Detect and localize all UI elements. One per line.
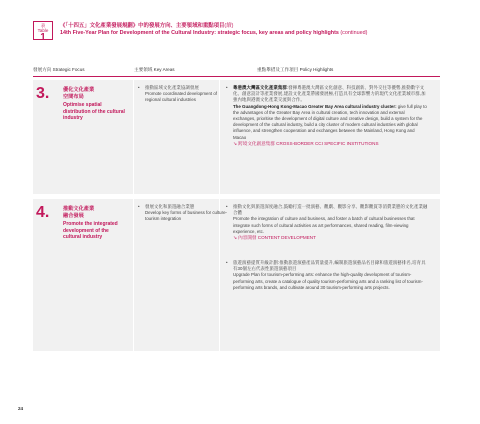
column-header-focus: 發展方向 Strategic Focus bbox=[33, 67, 85, 72]
column-header-areas: 主要領域 Key Areas bbox=[134, 67, 175, 72]
row-number: 4. bbox=[36, 204, 50, 221]
focus-title-zh: 推動文化產業 融合發展 bbox=[63, 206, 95, 219]
header-rule bbox=[33, 76, 440, 77]
table-tag-label: 表 Table bbox=[37, 23, 49, 33]
table-row bbox=[33, 199, 440, 351]
table-tag bbox=[33, 21, 53, 43]
column-divider bbox=[133, 80, 134, 194]
page-number: 24 bbox=[18, 406, 24, 411]
cross-reference-link[interactable]: ↘ 內容開發 CONTENT DEVELOPMENT bbox=[233, 235, 316, 241]
arrow-icon: ↘ bbox=[233, 235, 237, 241]
focus-title-zh: 優化文化產業 空間布局 bbox=[63, 87, 95, 100]
cross-reference-link[interactable]: ↘ 跨境文化創意集群 CROSS-BORDER CCI SPECIFIC INSTITUTIONS bbox=[233, 140, 379, 146]
column-divider bbox=[133, 199, 134, 351]
policy-item: • 推動文化與旅遊深度融合,鼓勵打造一批演藝、觀劇、觀影分享、觀影觀賞等消費業態的文化產業融合體 Promote the integration of culture and business, and foster a batch of cultural businesses that integrate such forms of cultural activities as art performances, shared reading, film-viewing experience, etc. ↘ 內容開發 CONTENT DEVELOPMENT bbox=[226, 204, 428, 241]
table-tag-number: 1 bbox=[40, 32, 46, 43]
policy-item: • 粵港澳大灣區文化產業集群:發揮粵港澳大灣區文化創意、科技創新、對外交往等優勢,推動數字文化、創意設計等產業發展,建設文化產業帶國發展極,打造具有全球影響力的現代文化產業城市群,加強內地與港澳文化產業交流與合作。 The Guangdong-Hong Kong-Macao Greater Bay Area cultural industry cluster: give full play to the advantages of the Greater Bay Area in cultural creation, tech innovation and external exchanges, prioritise the development of digital culture and creative design, build a system for the development of the cultural industry, build a city cluster of modern cultural industries with global influence, and strengthen cooperation and exchanges between the Mainland, Hong Kong and Macao ↘ 跨境文化創意集群 CROSS-BORDER CCI SPECIFIC INSTITUTIONS bbox=[226, 85, 427, 146]
focus-title-en: Promote the integrated development of the cultural industry bbox=[63, 221, 118, 240]
focus-title-en: Optimise spatial distribution of the cultural industry bbox=[63, 102, 125, 121]
table-title-zh: 《「十四五」文化產業發展規劃》中的發展方向、主要領域和重點項目(續) bbox=[60, 23, 234, 29]
arrow-icon: ↘ bbox=[233, 140, 237, 146]
table-title-en: 14th Five-Year Plan for Development of the Cultural Industry: strategic focus, key areas and policy highlights (continued) bbox=[60, 30, 368, 36]
key-area-item: • 發展文化和旅遊融合業態 Develop key forms of business for culture-tourism integration bbox=[138, 204, 227, 222]
table-row bbox=[33, 80, 440, 194]
row-number: 3. bbox=[36, 85, 50, 102]
policy-item: • 旅遊演藝提質升級計劃:推動旅遊演藝產品質量提升,編制旅遊演藝品名目錄和旅遊演藝排名,培育具有30個左右代表性旅遊演藝項目 Upgrade Plan for tourism-performing arts: enhance the high-quality development of tourism-performing arts, create a catalogue of quality tourism-performing arts and a ranking list of tourism-performing arts brands, and cultivate around 30 tourism-performing arts projects. bbox=[226, 260, 426, 290]
key-area-item: • 推動區域文化產業協調發展 Promote coordinated development of regional cultural industries bbox=[138, 85, 218, 103]
column-header-policy: 重點舉措及工作項目 Policy Highlights bbox=[257, 67, 334, 72]
